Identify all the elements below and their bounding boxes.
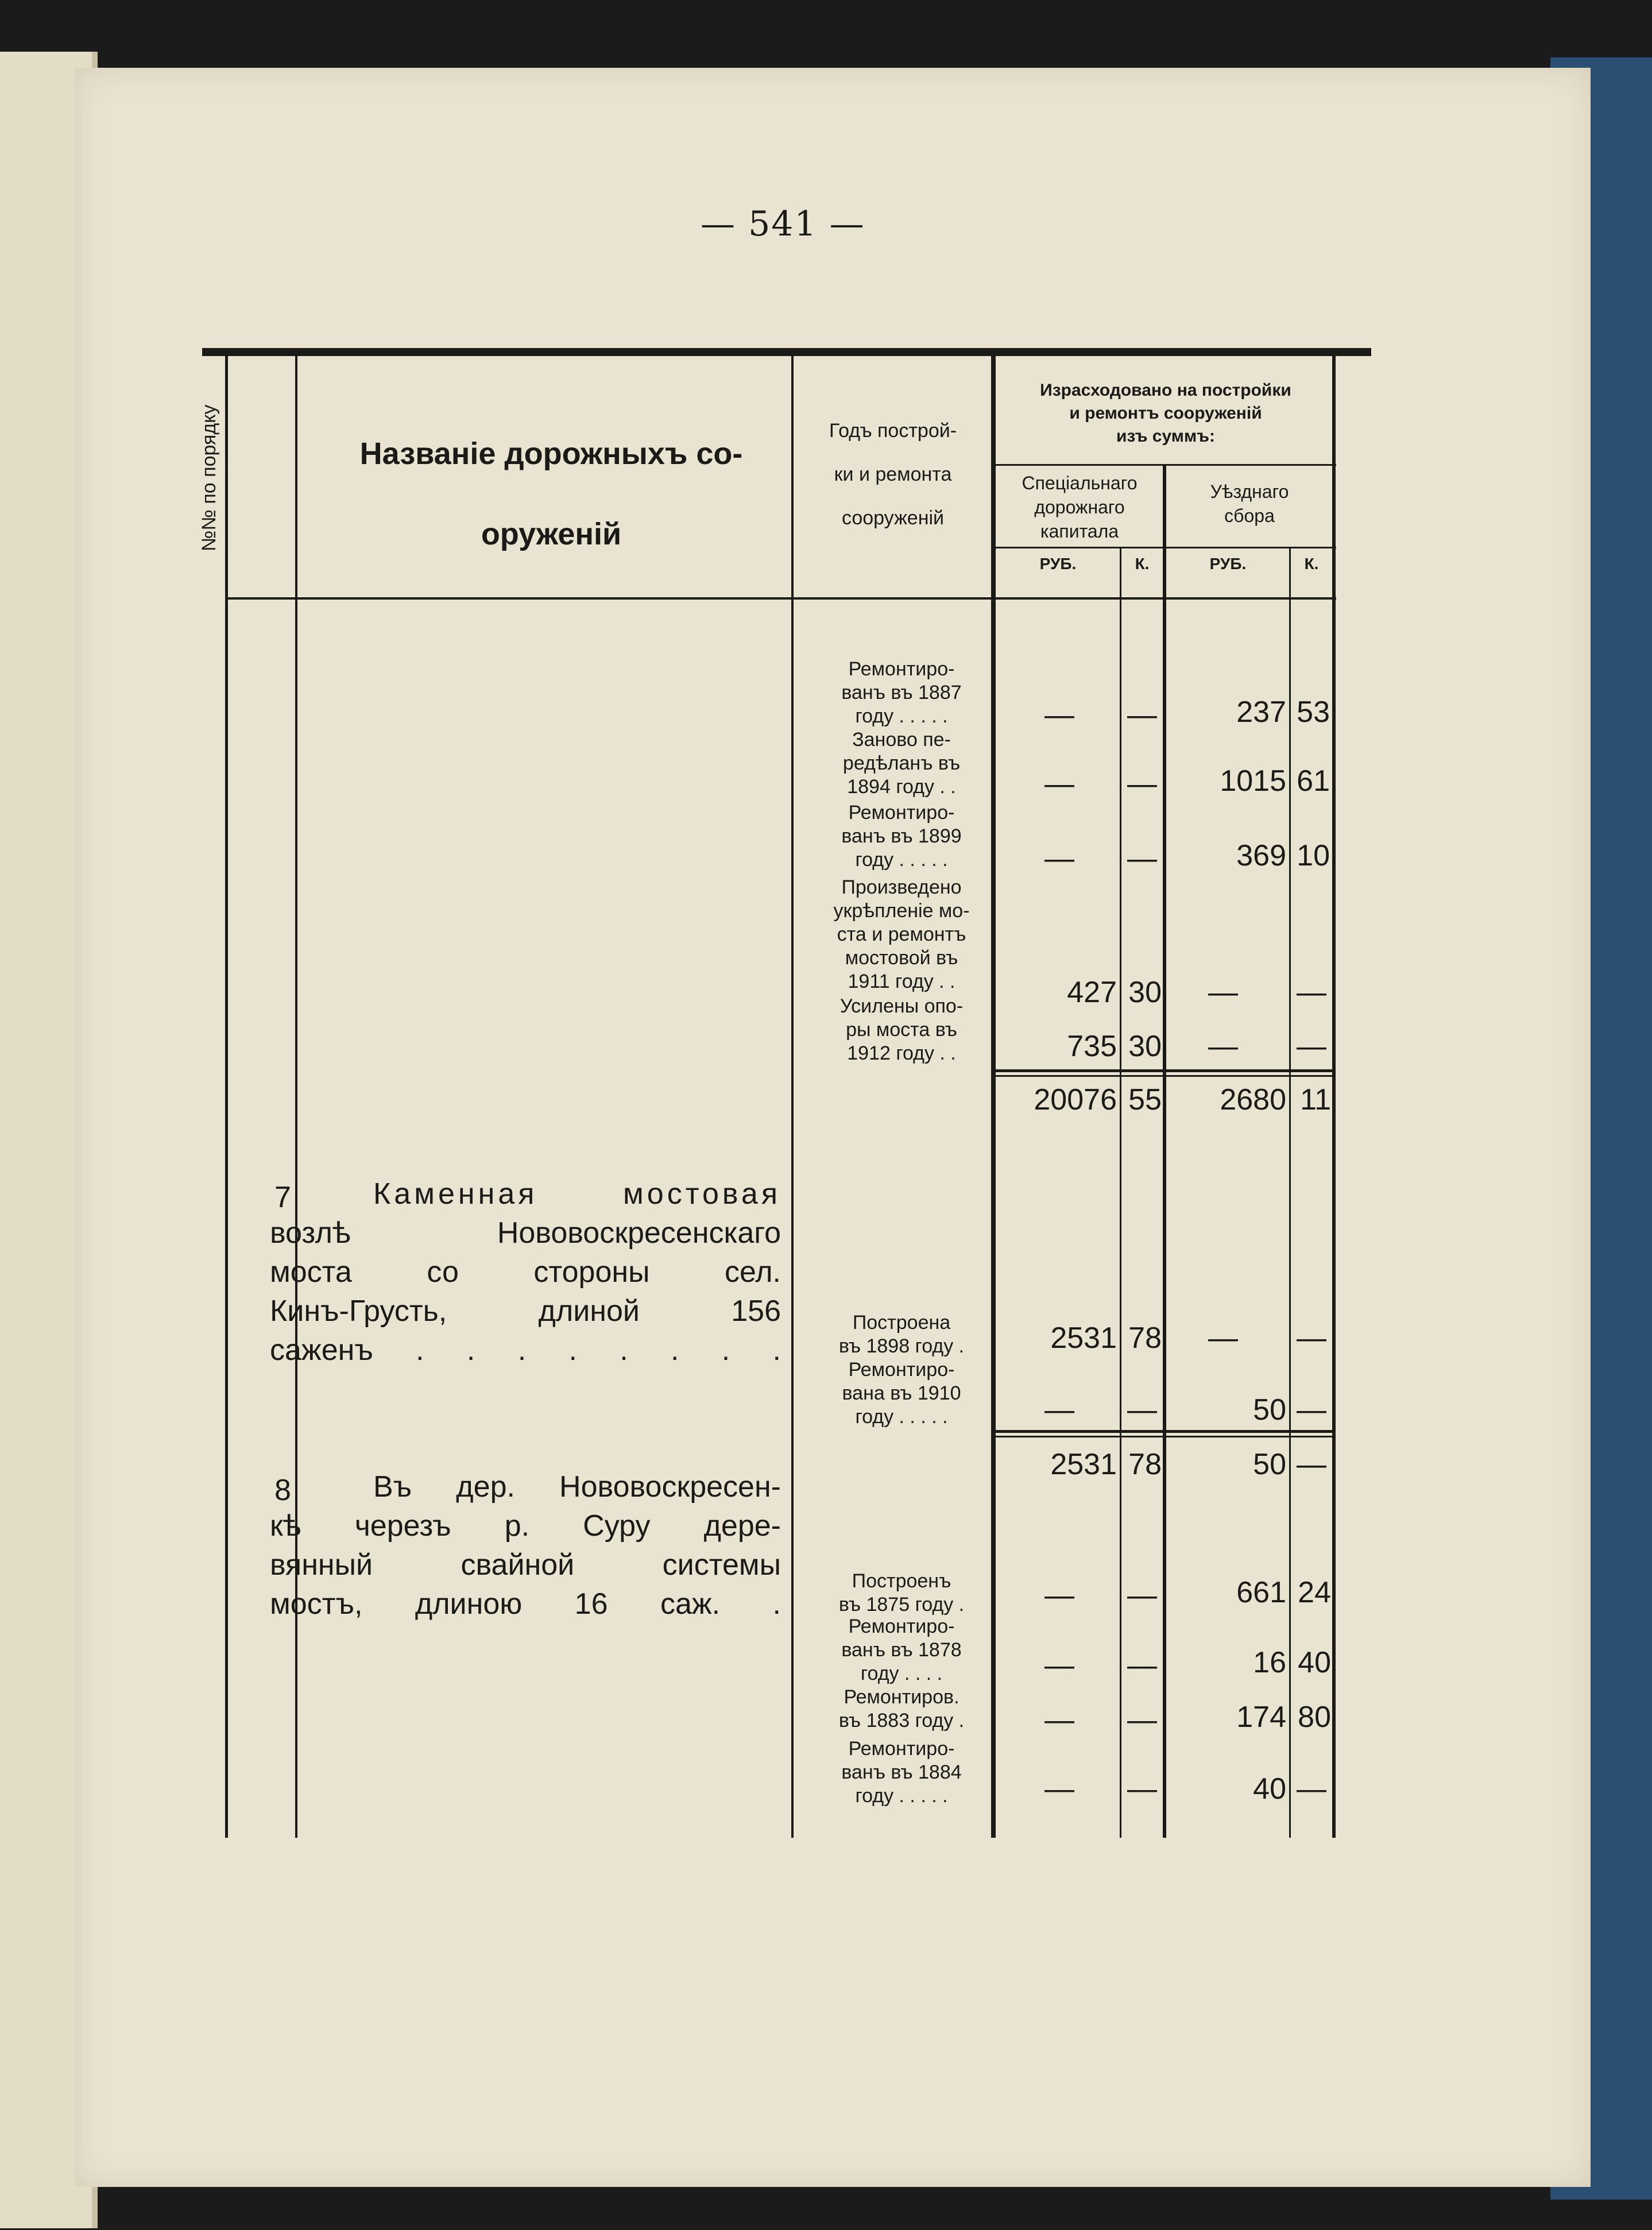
row-7-entry-1-special-kop: 78 (1128, 1321, 1162, 1355)
prev-4-district-rub: — (1208, 976, 1238, 1009)
prev-3-district-rub: 369 (1236, 839, 1286, 872)
row-8-name (270, 1467, 781, 1624)
row-7-total-district-rub: 50 (1253, 1448, 1286, 1481)
col-divider-year (991, 356, 996, 1838)
header-district-rub: РУБ. (1209, 555, 1247, 573)
prev-1-special-kop: — (1127, 698, 1157, 732)
col-divider-special-kop (1120, 547, 1121, 1838)
header-district-line2: сбора (1224, 505, 1275, 526)
header-bottom-rule (225, 597, 1336, 600)
header-year-line3: сооруженій (841, 507, 945, 529)
prev-5-district-kop: — (1297, 1030, 1326, 1063)
row-7-entry-1-district-kop: — (1297, 1321, 1326, 1355)
row-8-number: 8 (274, 1474, 291, 1507)
col-divider-special (1163, 464, 1166, 1838)
row-8-entry-2-special-rub: — (1044, 1649, 1074, 1682)
row-8-name-line3: вянный свайной системы (270, 1548, 781, 1582)
row-8-entry-2-district-kop: 40 (1298, 1646, 1331, 1679)
header-year-line2: ки и ремонта (834, 463, 952, 485)
prev-4-district-kop: — (1297, 976, 1326, 1009)
book-page (75, 68, 1591, 2187)
row-8-entry-4-year: Ремонтиро- ванъ въ 1884 году . . . . . (841, 1738, 962, 1807)
row-8-entry-4-district-rub: 40 (1253, 1772, 1286, 1806)
row-7-entry-2-district-rub: 50 (1253, 1393, 1286, 1427)
entry-year-prev-4: Произведено укрѣпленіе мо- ста и ремонтъ мостовой въ 1911 году . . (833, 876, 970, 992)
row-8-name-line4: мостъ, длиною 16 саж. . (270, 1587, 781, 1621)
header-spent-line1: Израсходовано на постройки (1040, 381, 1291, 400)
prev-3-district-kop: 10 (1297, 839, 1330, 872)
header-special-line1: Спеціальнаго (1022, 473, 1138, 493)
entry-year-prev-1: Ремонтиро- ванъ въ 1887 году . . . . . (841, 658, 962, 727)
prev-total-special-rub: 20076 (1034, 1083, 1117, 1116)
row-7-total-special-rub: 2531 (1050, 1448, 1117, 1481)
row-7-entry-1-district-rub: — (1208, 1321, 1238, 1355)
prev-total-special-kop: 55 (1128, 1083, 1162, 1116)
prev-5-special-rub: 735 (1067, 1030, 1117, 1063)
prev-2-district-rub: 1015 (1220, 764, 1286, 798)
prev-4-special-kop: 30 (1128, 976, 1162, 1009)
row-7-name-line1: Каменная мостовая (373, 1177, 781, 1211)
entry-year-prev-3: Ремонтиро- ванъ въ 1899 году . . . . . (841, 802, 962, 871)
prev-total-rule (996, 1069, 1334, 1072)
table-top-rule (202, 348, 1371, 356)
page-number: — 541 — (701, 204, 865, 244)
prev-4-special-rub: 427 (1067, 976, 1117, 1009)
row-7-entry-1-year: Построена въ 1898 году . (838, 1312, 965, 1357)
prev-total-district-rub: 2680 (1220, 1083, 1286, 1116)
header-name (322, 413, 781, 574)
row-7-entry-2-special-rub: — (1044, 1393, 1074, 1427)
entry-year-prev-2: Заново пе- редѣланъ въ 1894 году . . (842, 729, 961, 798)
row-8-entry-4-district-kop: — (1297, 1772, 1326, 1806)
row-8-entry-3-district-rub: 174 (1236, 1700, 1286, 1734)
row-8-entry-4-special-kop: — (1127, 1772, 1157, 1806)
prev-3-special-kop: — (1127, 842, 1157, 875)
col-divider-name (791, 356, 794, 1838)
row-8-entry-3-district-kop: 80 (1298, 1700, 1331, 1734)
header-spent-line3: изъ суммъ: (1116, 427, 1216, 446)
header-special (996, 471, 1163, 543)
row-8-entry-2-district-rub: 16 (1253, 1646, 1286, 1679)
header-name-text: Названіе дорожныхъ со- оруженій (359, 436, 743, 551)
prev-total-district-kop: 11 (1300, 1083, 1331, 1116)
col-divider-district-kop (1289, 547, 1291, 1838)
header-district-line1: Уѣзднаго (1210, 481, 1289, 502)
header-spent-line2: и ремонтъ сооруженій (1069, 404, 1262, 423)
row-8-entry-1-special-kop: — (1127, 1579, 1157, 1612)
table-left-border (225, 356, 228, 1838)
prev-2-special-rub: — (1044, 767, 1074, 801)
row-7-name-line2: возлѣ Нововоскресенскаго (270, 1216, 781, 1250)
prev-3-special-rub: — (1044, 842, 1074, 875)
header-district-kop: К. (1304, 555, 1319, 573)
prev-5-district-rub: — (1208, 1030, 1238, 1063)
prev-5-special-kop: 30 (1128, 1030, 1162, 1063)
row-8-entry-3-special-kop: — (1127, 1703, 1157, 1737)
header-year (798, 409, 988, 540)
row-7-entry-2-special-kop: — (1127, 1393, 1157, 1427)
prev-2-district-kop: 61 (1297, 764, 1330, 798)
header-number-label: №№ по порядку (198, 404, 220, 551)
row-7-total-rule-2 (996, 1436, 1334, 1437)
prev-1-special-rub: — (1044, 698, 1074, 732)
row-7-name (270, 1174, 781, 1370)
row-8-entry-1-district-kop: 24 (1298, 1576, 1331, 1609)
header-special-line3: капитала (1040, 521, 1119, 542)
header-special-line2: дорожнаго (1034, 497, 1125, 517)
header-district (1167, 480, 1332, 528)
row-8-entry-1-year: Построенъ въ 1875 году . (838, 1570, 965, 1616)
header-year-line1: Годъ построй- (829, 420, 957, 442)
row-7-entry-1-special-rub: 2531 (1050, 1321, 1117, 1355)
row-7-entry-2-year: Ремонтиро- вана въ 1910 году . . . . . (842, 1359, 961, 1428)
row-8-entry-2-special-kop: — (1127, 1649, 1157, 1682)
row-8-name-line1: Въ дер. Нововоскресен- (373, 1470, 781, 1504)
header-special-rub: РУБ. (1039, 555, 1077, 573)
row-8-entry-2-year: Ремонтиро- ванъ въ 1878 году . . . . (841, 1616, 962, 1684)
row-7-name-line3: моста со стороны сел. (270, 1255, 781, 1289)
prev-2-special-kop: — (1127, 767, 1157, 801)
row-7-entry-2-district-kop: — (1297, 1393, 1326, 1427)
row-8-entry-1-special-rub: — (1044, 1579, 1074, 1612)
row-8-entry-1-district-rub: 661 (1236, 1576, 1286, 1609)
row-7-number: 7 (274, 1181, 291, 1214)
row-8-name-line2: кѣ черезъ р. Суру дере- (270, 1509, 781, 1543)
header-spent (996, 379, 1335, 448)
row-8-entry-3-year: Ремонтиров. въ 1883 году . (838, 1686, 965, 1732)
row-7-total-district-kop: — (1297, 1448, 1326, 1481)
row-7-total-special-kop: 78 (1128, 1448, 1162, 1481)
entry-year-prev-5: Усилены опо- ры моста въ 1912 году . . (839, 995, 964, 1064)
table-right-border (1332, 356, 1336, 1838)
row-8-entry-4-special-rub: — (1044, 1772, 1074, 1806)
row-7-total-rule (996, 1430, 1334, 1433)
prev-1-district-rub: 237 (1236, 695, 1286, 729)
prev-1-district-kop: 53 (1297, 695, 1330, 729)
row-7-name-line4: Кинъ-Грусть, длиной 156 (270, 1294, 781, 1328)
row-7-name-line5: саженъ . . . . . . . . (270, 1334, 781, 1367)
row-8-entry-3-special-rub: — (1044, 1703, 1074, 1737)
header-special-kop: К. (1135, 555, 1150, 573)
prev-total-rule-2 (996, 1075, 1334, 1077)
